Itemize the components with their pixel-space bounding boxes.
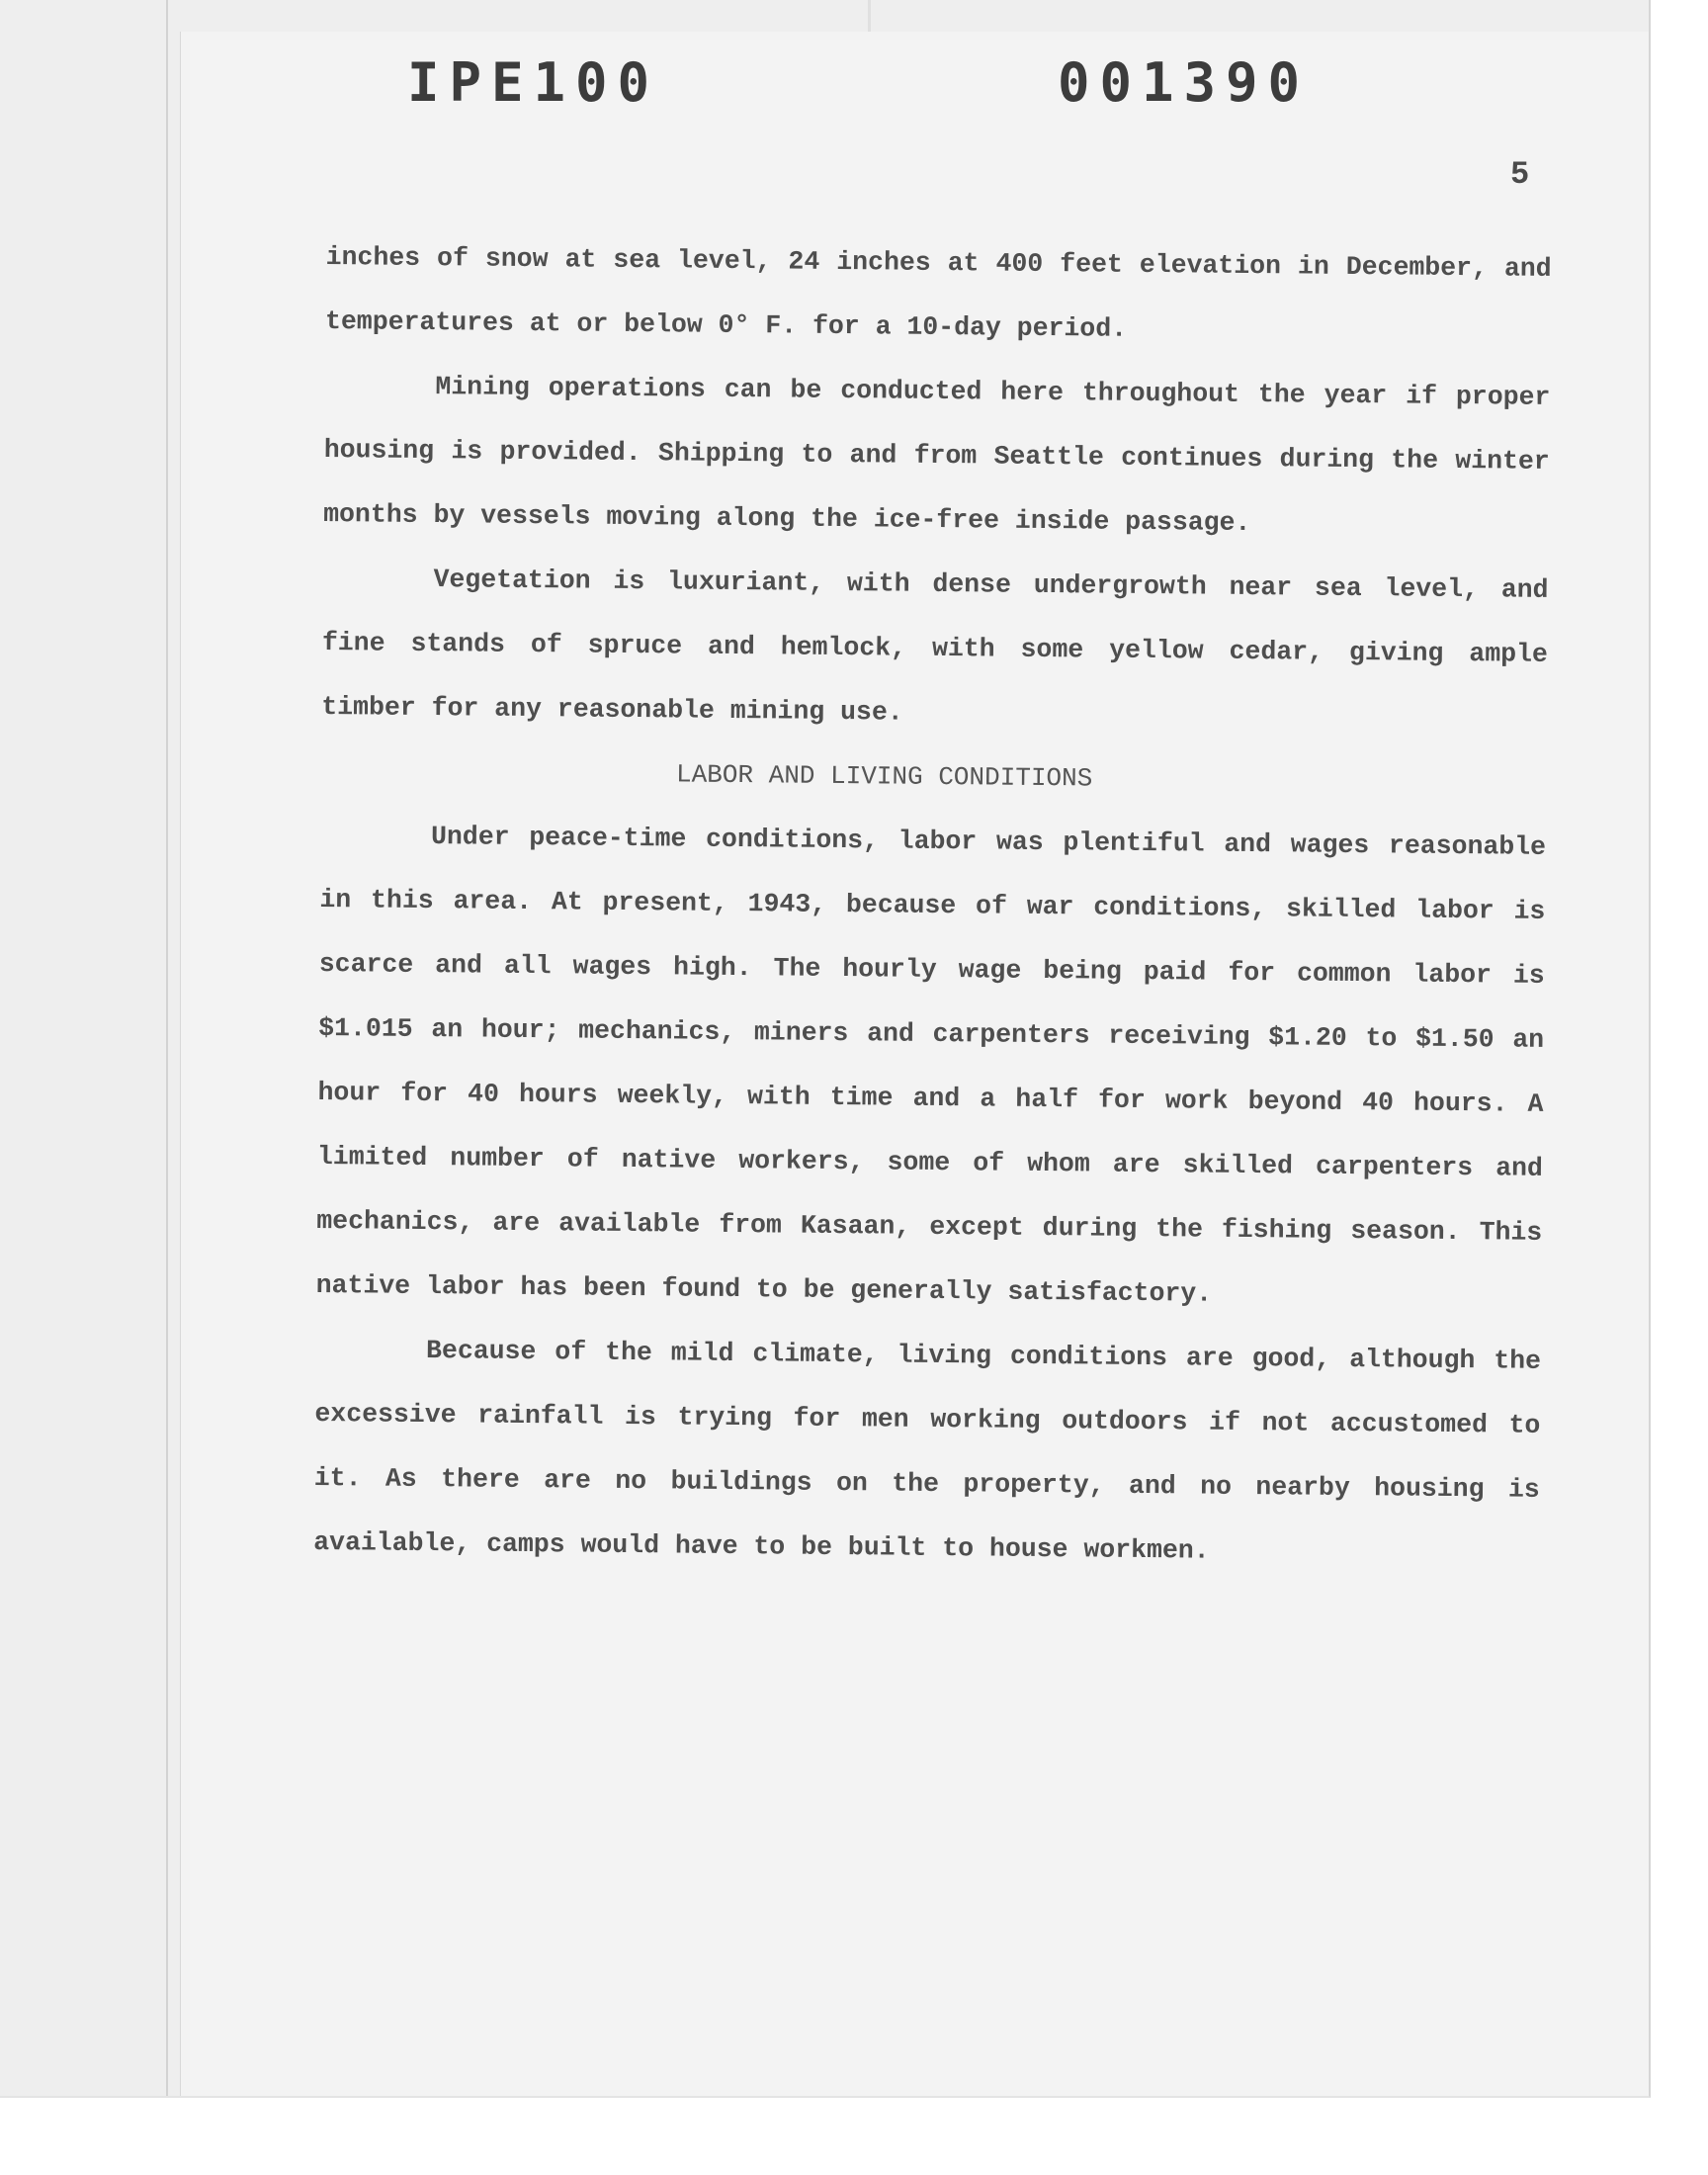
paragraph-labor: Under peace-time conditions, labor was plentiful and wages reasonable in this area. At present, 1943, because of war conditions, skilled labor is scarce and all wages high. The hourly wage being paid for common labor is $1.015 an hour; mechanics, miners and carpenters receiving $1.20 to $1.50 an hour for 40 hours weekly, with time and a half for work beyond 40 hours. A limited number of native workers, some of whom are skilled carpenters and mechanics, are available from Kasaan, except during the fishing season. This native labor has been found to be generally satisfactory. bbox=[315, 822, 1547, 1309]
section-heading: LABOR AND LIVING CONDITIONS bbox=[675, 759, 1093, 794]
paragraph-vegetation: Vegetation is luxuriant, with dense undergrowth near sea level, and fine stands of spruce and hemlock, with some yellow cedar, giving ample timber for any reasonable mining use. bbox=[321, 565, 1549, 728]
scan-fold-line bbox=[166, 0, 168, 2096]
page-serial-stamp: 001390 bbox=[1058, 51, 1311, 114]
paragraph-mining-operations: Mining operations can be conducted here throughout the year if proper housing is provided. Shipping to and from Seattle continues during the winter months by vessels moving along the ice-free inside passage. bbox=[323, 372, 1551, 538]
document-id-stamp: IPE100 bbox=[407, 51, 660, 114]
document-body bbox=[313, 225, 1552, 1587]
page-number: 5 bbox=[1510, 156, 1530, 193]
paragraph-living-conditions: Because of the mild climate, living conditions are good, although the excessive rainfall is trying for men working outdoors if not accustomed to it. As there are no buildings on the property, and no nearby housing is available, camps would have to be built to house workmen. bbox=[313, 1336, 1542, 1566]
paragraph-climate-continued: inches of snow at sea level, 24 inches at 400 feet elevation in December, and temperatures at or below 0° F. for a 10-day period. bbox=[324, 241, 1552, 344]
